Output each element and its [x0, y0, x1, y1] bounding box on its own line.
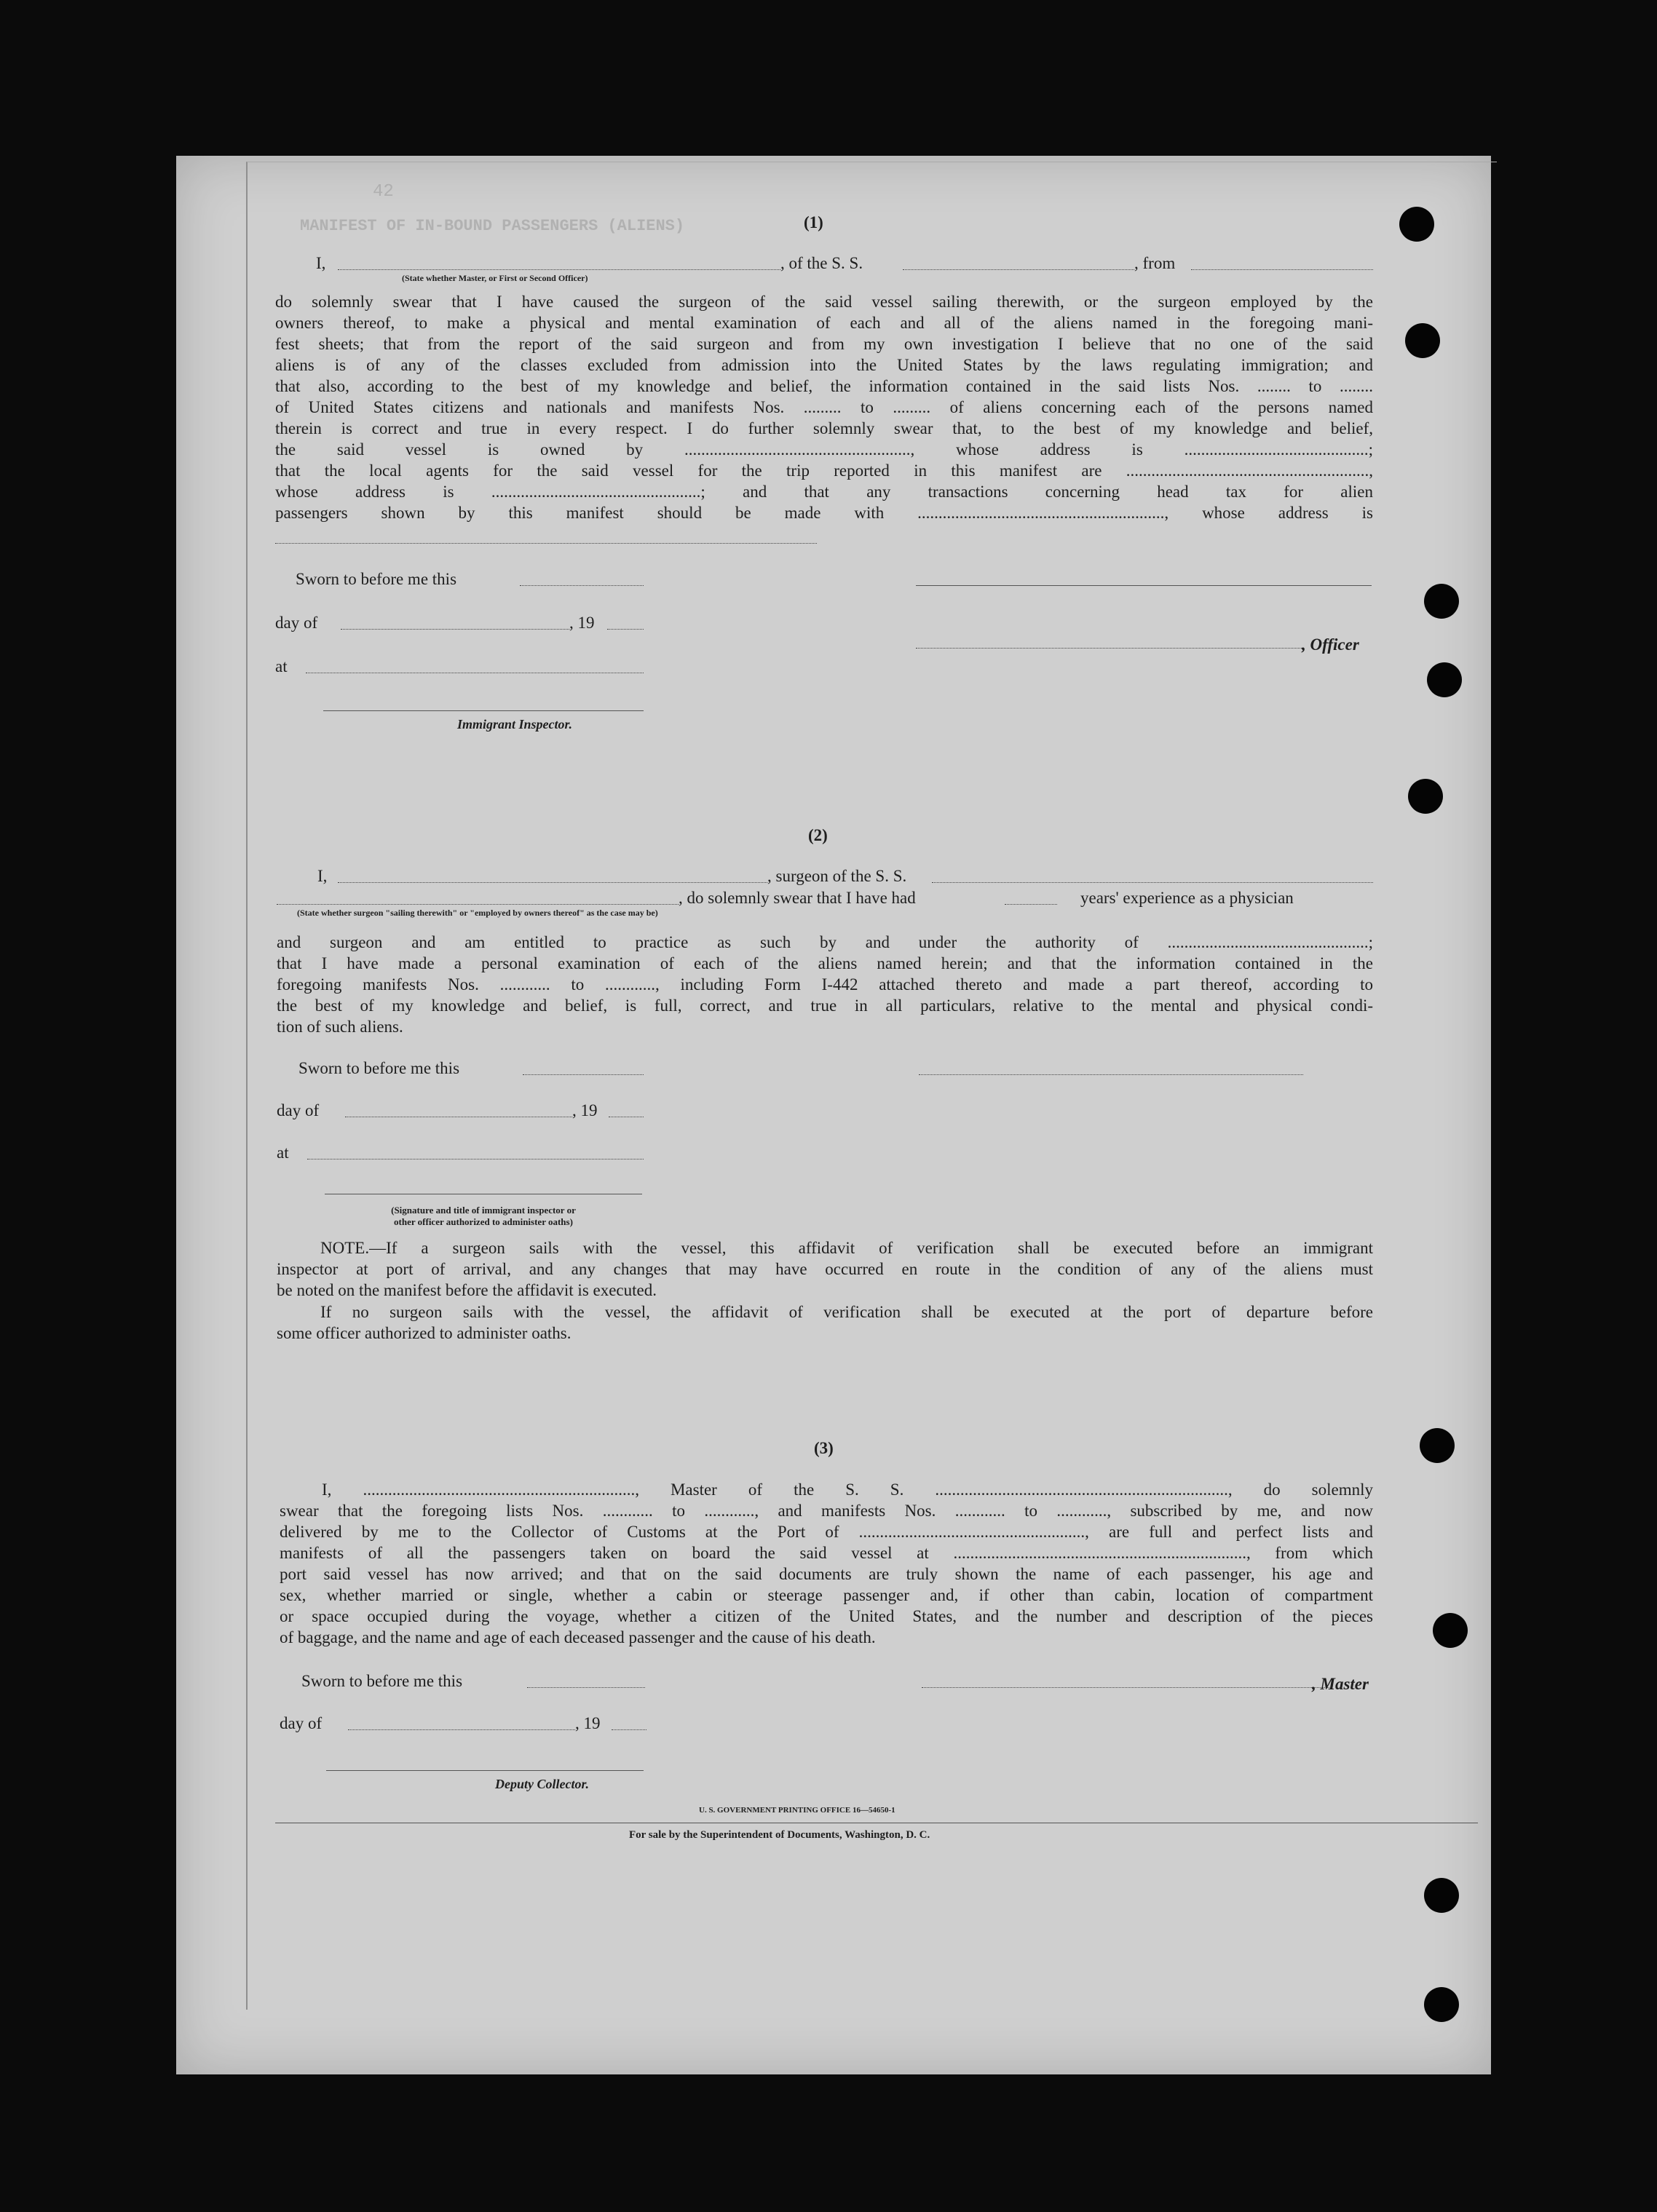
s2-years-exp: years' experience as a physician [1080, 889, 1294, 907]
s1-day-line [341, 629, 569, 630]
s1-nineteen: , 19 [569, 614, 595, 632]
binder-hole [1408, 779, 1443, 814]
ghost-title: MANIFEST OF IN-BOUND PASSENGERS (ALIENS) [300, 217, 685, 235]
s2-vessel-line [932, 882, 1373, 883]
s1-paragraph: do solemnly swear that I have caused the surgeon of the said vessel sailing therewith, or the surgeon employed by the owners thereof, to make a physical and mental examination of each and all of the aliens named in the foregoing mani- fest sheets; that from the report of the said surgeon and from my own investigation I believe that no one of the said aliens is of any of the classes excluded from admission into the United States by the laws regulating immigration; and that also, according to the best of my knowledge and belief, the information contained in the said lists Nos. ........ to ........ of United States citizens and nationals and manifests Nos. ......... to ......... of aliens concerning each of the persons named therein is correct and true in every respect. I do further solemnly swear that, to the best of my knowledge and belief, the said vessel is owned by ......................................................, whose address is ............................................; that the local agents for the said vessel for the trip reported in this manifest are .........................................................., whose address is ..................................................; and that any transactions concerning head tax for alien passengers shown by this manifest should be made with ..........................................................., whose address is [275, 293, 1373, 522]
s2-nineteen: , 19 [572, 1101, 598, 1119]
binder-hole [1405, 323, 1440, 358]
s3-day-of: day of [280, 1714, 323, 1732]
s2-sworn-line [523, 1074, 644, 1075]
binder-hole [1424, 584, 1459, 619]
s2-surgeon-name-line [338, 882, 767, 883]
s2-surgeon-signature-line [919, 1074, 1303, 1075]
s1-inspector-label: Immigrant Inspector. [457, 717, 573, 732]
s1-i: I, [316, 254, 326, 272]
s3-year-line [612, 1729, 646, 1730]
s3-paragraph: I, ................................................................., Master of the S. S. ......................................................................, do solemnly swear that the foregoing lists Nos. ............ to ............, and manifests Nos. ............ to ............, subscribed by me, and now delivered by me to the Collector of Customs at the Port of ......................................................, are full and perfect lists and manifests of all the passengers taken on board the said vessel at ......................................................................, from which port said vessel has now arrived; and that on the said documents are truly shown the name of each passenger, his age and sex, whether married or single, whether a cabin or steerage passenger and, if other than cabin, location of compartment or space occupied during the voyage, whether a citizen of the United States, and the number and description of the pieces of baggage, and the name and age of each deceased passenger and the cause of his death. [280, 1480, 1373, 1646]
section-2-number: (2) [808, 826, 828, 844]
s3-deputy-label: Deputy Collector. [495, 1777, 589, 1791]
section-1-number: (1) [804, 213, 823, 231]
s3-master-label: , Master [1312, 1675, 1369, 1693]
s3-nineteen: , 19 [575, 1714, 601, 1732]
s1-inspector-line [323, 710, 644, 711]
s1-day-of: day of [275, 614, 318, 632]
s1-officer-line [916, 648, 1302, 649]
s2-years-line [1005, 904, 1057, 905]
s1-of-ss: , of the S. S. [780, 254, 863, 272]
s1-officer-label: , Officer [1302, 635, 1359, 654]
s2-swear-line: , do solemnly swear that I have had [679, 889, 916, 907]
s2-note: NOTE.—If a surgeon sails with the vessel, this affidavit of verification shall be executed before an immigrant inspector at port of arrival, and any changes that may have occurred en route in the condition of any of the aliens must be noted on the manifest before the affidavit is executed. [277, 1239, 1373, 1299]
s3-master-line [922, 1687, 1332, 1688]
s1-at: at [275, 657, 288, 675]
s1-vessel-line [903, 269, 1134, 270]
s2-i: I, [317, 867, 328, 885]
s1-officer-name-line [338, 269, 780, 270]
s2-sworn: Sworn to before me this [298, 1059, 460, 1077]
s2-day-of: day of [277, 1101, 320, 1119]
manifest-back-page [176, 156, 1491, 2074]
s2-signature-hint-2: other officer authorized to administer oaths) [394, 1216, 573, 1227]
binder-hole [1424, 1987, 1459, 2022]
s2-surgeon-of: , surgeon of the S. S. [767, 867, 907, 885]
s2-state-hint: (State whether surgeon "sailing therewith" or "employed by owners thereof" as the case may be) [297, 908, 658, 918]
footer-gpo: U. S. GOVERNMENT PRINTING OFFICE 16—54650-1 [699, 1806, 895, 1815]
s1-from: , from [1134, 254, 1176, 272]
s1-year-line [607, 629, 644, 630]
s3-deputy-line [326, 1770, 644, 1771]
binder-hole [1420, 1428, 1455, 1463]
footer-sale: For sale by the Superintendent of Documents, Washington, D. C. [629, 1829, 930, 1841]
s3-sworn: Sworn to before me this [301, 1672, 463, 1690]
binder-hole [1433, 1613, 1468, 1648]
binder-hole [1427, 662, 1462, 697]
s2-at: at [277, 1143, 289, 1162]
s1-address-continuation-line [275, 543, 817, 544]
binder-hole [1424, 1878, 1459, 1913]
s2-note-2: If no surgeon sails with the vessel, the affidavit of verification shall be executed at the port of departure before some officer authorized to administer oaths. [277, 1303, 1373, 1342]
s3-sworn-line [527, 1687, 645, 1688]
s1-from-line [1191, 269, 1373, 270]
s1-state-hint: (State whether Master, or First or Second Officer) [402, 273, 588, 283]
s2-status-line [277, 904, 679, 905]
binder-hole [1399, 207, 1434, 242]
section-3-number: (3) [814, 1439, 834, 1457]
s1-sworn-line [520, 585, 644, 586]
s1-sworn: Sworn to before me this [296, 570, 457, 588]
s3-day-line [348, 1729, 575, 1730]
s2-paragraph: and surgeon and am entitled to practice as such by and under the authority of ................................................; that I have made a personal examination of each of the aliens named herein; and that the information contained in the foregoing manifests Nos. ............ to ............, including Form I-442 attached thereto and made a part thereof, according to the best of my knowledge and belief, is full, correct, and true in all particulars, relative to the mental and physical condi- tion of such aliens. [277, 933, 1373, 1036]
s2-signature-hint-1: (Signature and title of immigrant inspector or [391, 1205, 576, 1216]
ghost-number: 42 [373, 182, 394, 202]
s1-officer-signature-line [916, 585, 1372, 586]
